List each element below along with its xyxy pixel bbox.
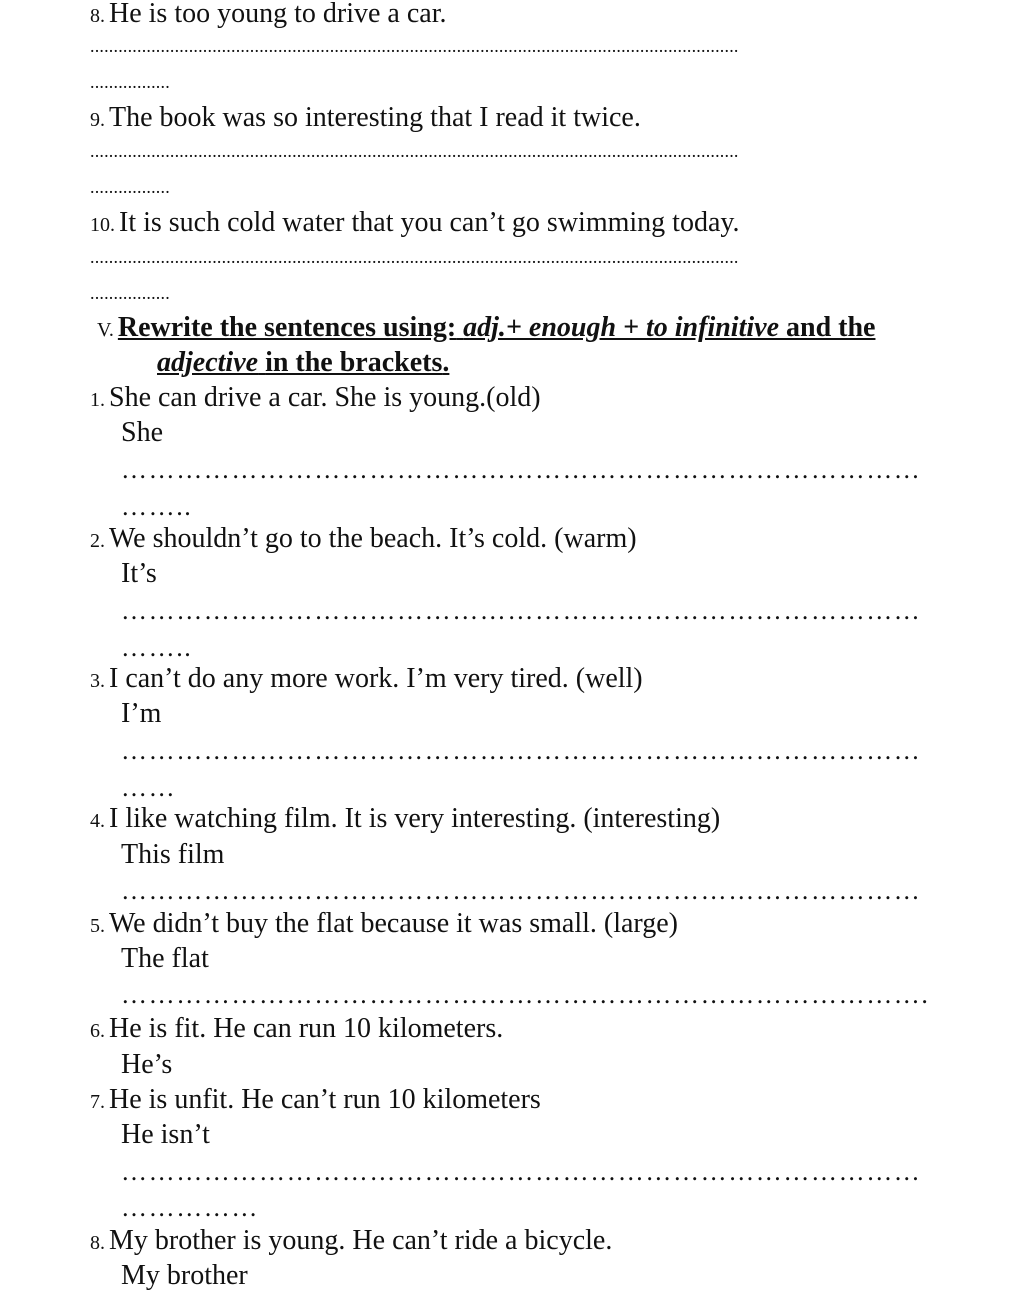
answer-line-continued: …… bbox=[121, 773, 177, 802]
answer-line-continued: ................. bbox=[90, 283, 170, 303]
item-number: 6. bbox=[90, 1020, 105, 1042]
item-number: 7. bbox=[90, 1091, 105, 1113]
exercise-item-8a bbox=[90, 0, 446, 30]
heading-adjective: adjective bbox=[157, 347, 259, 378]
section-numeral: V. bbox=[97, 319, 114, 341]
answer-line-continued: …….. bbox=[121, 492, 193, 521]
answer-line: …………………………………………………………………………… bbox=[121, 1157, 922, 1186]
answer-line-continued: …….. bbox=[121, 633, 193, 662]
heading-text: in the brackets bbox=[265, 347, 443, 378]
item-number: 8. bbox=[90, 1232, 105, 1254]
sentence-starter: I’m bbox=[121, 698, 162, 729]
exercise-item-6 bbox=[90, 1013, 503, 1045]
sentence-starter: This film bbox=[121, 839, 225, 870]
answer-line: .......................................................................................................................................... bbox=[90, 141, 739, 161]
item-number: 1. bbox=[90, 389, 105, 411]
item-number: 10. bbox=[90, 214, 115, 236]
sentence-starter: He’s bbox=[121, 1049, 173, 1080]
answer-line: .......................................................................................................................................... bbox=[90, 36, 739, 56]
exercise-item-5 bbox=[90, 908, 678, 940]
sentence-starter: It’s bbox=[121, 558, 157, 589]
heading-period: . bbox=[442, 347, 450, 378]
section-heading-line2 bbox=[157, 347, 449, 379]
item-number: 9. bbox=[90, 109, 105, 131]
sentence-starter: He isn’t bbox=[121, 1119, 210, 1150]
answer-line-continued: …………… bbox=[121, 1193, 259, 1222]
item-number: 4. bbox=[90, 810, 105, 832]
answer-line-continued: ................. bbox=[90, 177, 170, 197]
exercise-item-3 bbox=[90, 663, 643, 695]
answer-line: …………………………………………………………………………… bbox=[121, 596, 922, 625]
item-number: 3. bbox=[90, 670, 105, 692]
item-sentence: She can drive a car. She is young.(old) bbox=[109, 382, 541, 413]
item-sentence: He is too young to drive a car. bbox=[109, 0, 447, 29]
answer-line: …………………………………………………………………………… bbox=[121, 736, 922, 765]
exercise-item-2 bbox=[90, 523, 637, 555]
item-sentence: It is such cold water that you can’t go swimming today. bbox=[119, 207, 740, 238]
item-sentence: We shouldn’t go to the beach. It’s cold. (warm) bbox=[109, 523, 637, 554]
exercise-item-10a bbox=[90, 207, 740, 239]
item-sentence: I can’t do any more work. I’m very tired. (well) bbox=[109, 663, 643, 694]
exercise-item-9a bbox=[90, 102, 641, 134]
sentence-starter: My brother bbox=[121, 1260, 248, 1291]
answer-line: .......................................................................................................................................... bbox=[90, 247, 739, 267]
answer-line: …………………………………………………………………………… bbox=[121, 455, 922, 484]
item-sentence: He is fit. He can run 10 kilometers. bbox=[109, 1013, 504, 1044]
heading-text: Rewrite the sentences using: bbox=[117, 312, 457, 343]
exercise-item-8 bbox=[90, 1225, 612, 1257]
item-number: 8. bbox=[90, 5, 105, 27]
exercise-item-7 bbox=[90, 1084, 541, 1116]
item-sentence: We didn’t buy the flat because it was small. (large) bbox=[109, 908, 678, 939]
answer-line-continued: ................. bbox=[90, 72, 170, 92]
answer-line: …………………………………………………………………………… bbox=[121, 876, 922, 905]
item-sentence: I like watching film. It is very interesting. (interesting) bbox=[109, 803, 721, 834]
sentence-starter: She bbox=[121, 417, 163, 448]
heading-text: and the bbox=[786, 312, 876, 343]
answer-line: ……………………………………………………………………………. bbox=[121, 980, 930, 1009]
exercise-item-4 bbox=[90, 803, 720, 835]
heading-structure: adj.+ enough + to infinitive bbox=[463, 312, 779, 343]
sentence-starter: The flat bbox=[121, 943, 209, 974]
item-sentence: My brother is young. He can’t ride a bicycle. bbox=[109, 1225, 613, 1256]
item-sentence: The book was so interesting that I read it twice. bbox=[109, 102, 641, 133]
section-heading bbox=[97, 312, 875, 344]
item-number: 5. bbox=[90, 915, 105, 937]
item-number: 2. bbox=[90, 530, 105, 552]
exercise-item-1 bbox=[90, 382, 541, 414]
item-sentence: He is unfit. He can’t run 10 kilometers bbox=[109, 1084, 541, 1115]
